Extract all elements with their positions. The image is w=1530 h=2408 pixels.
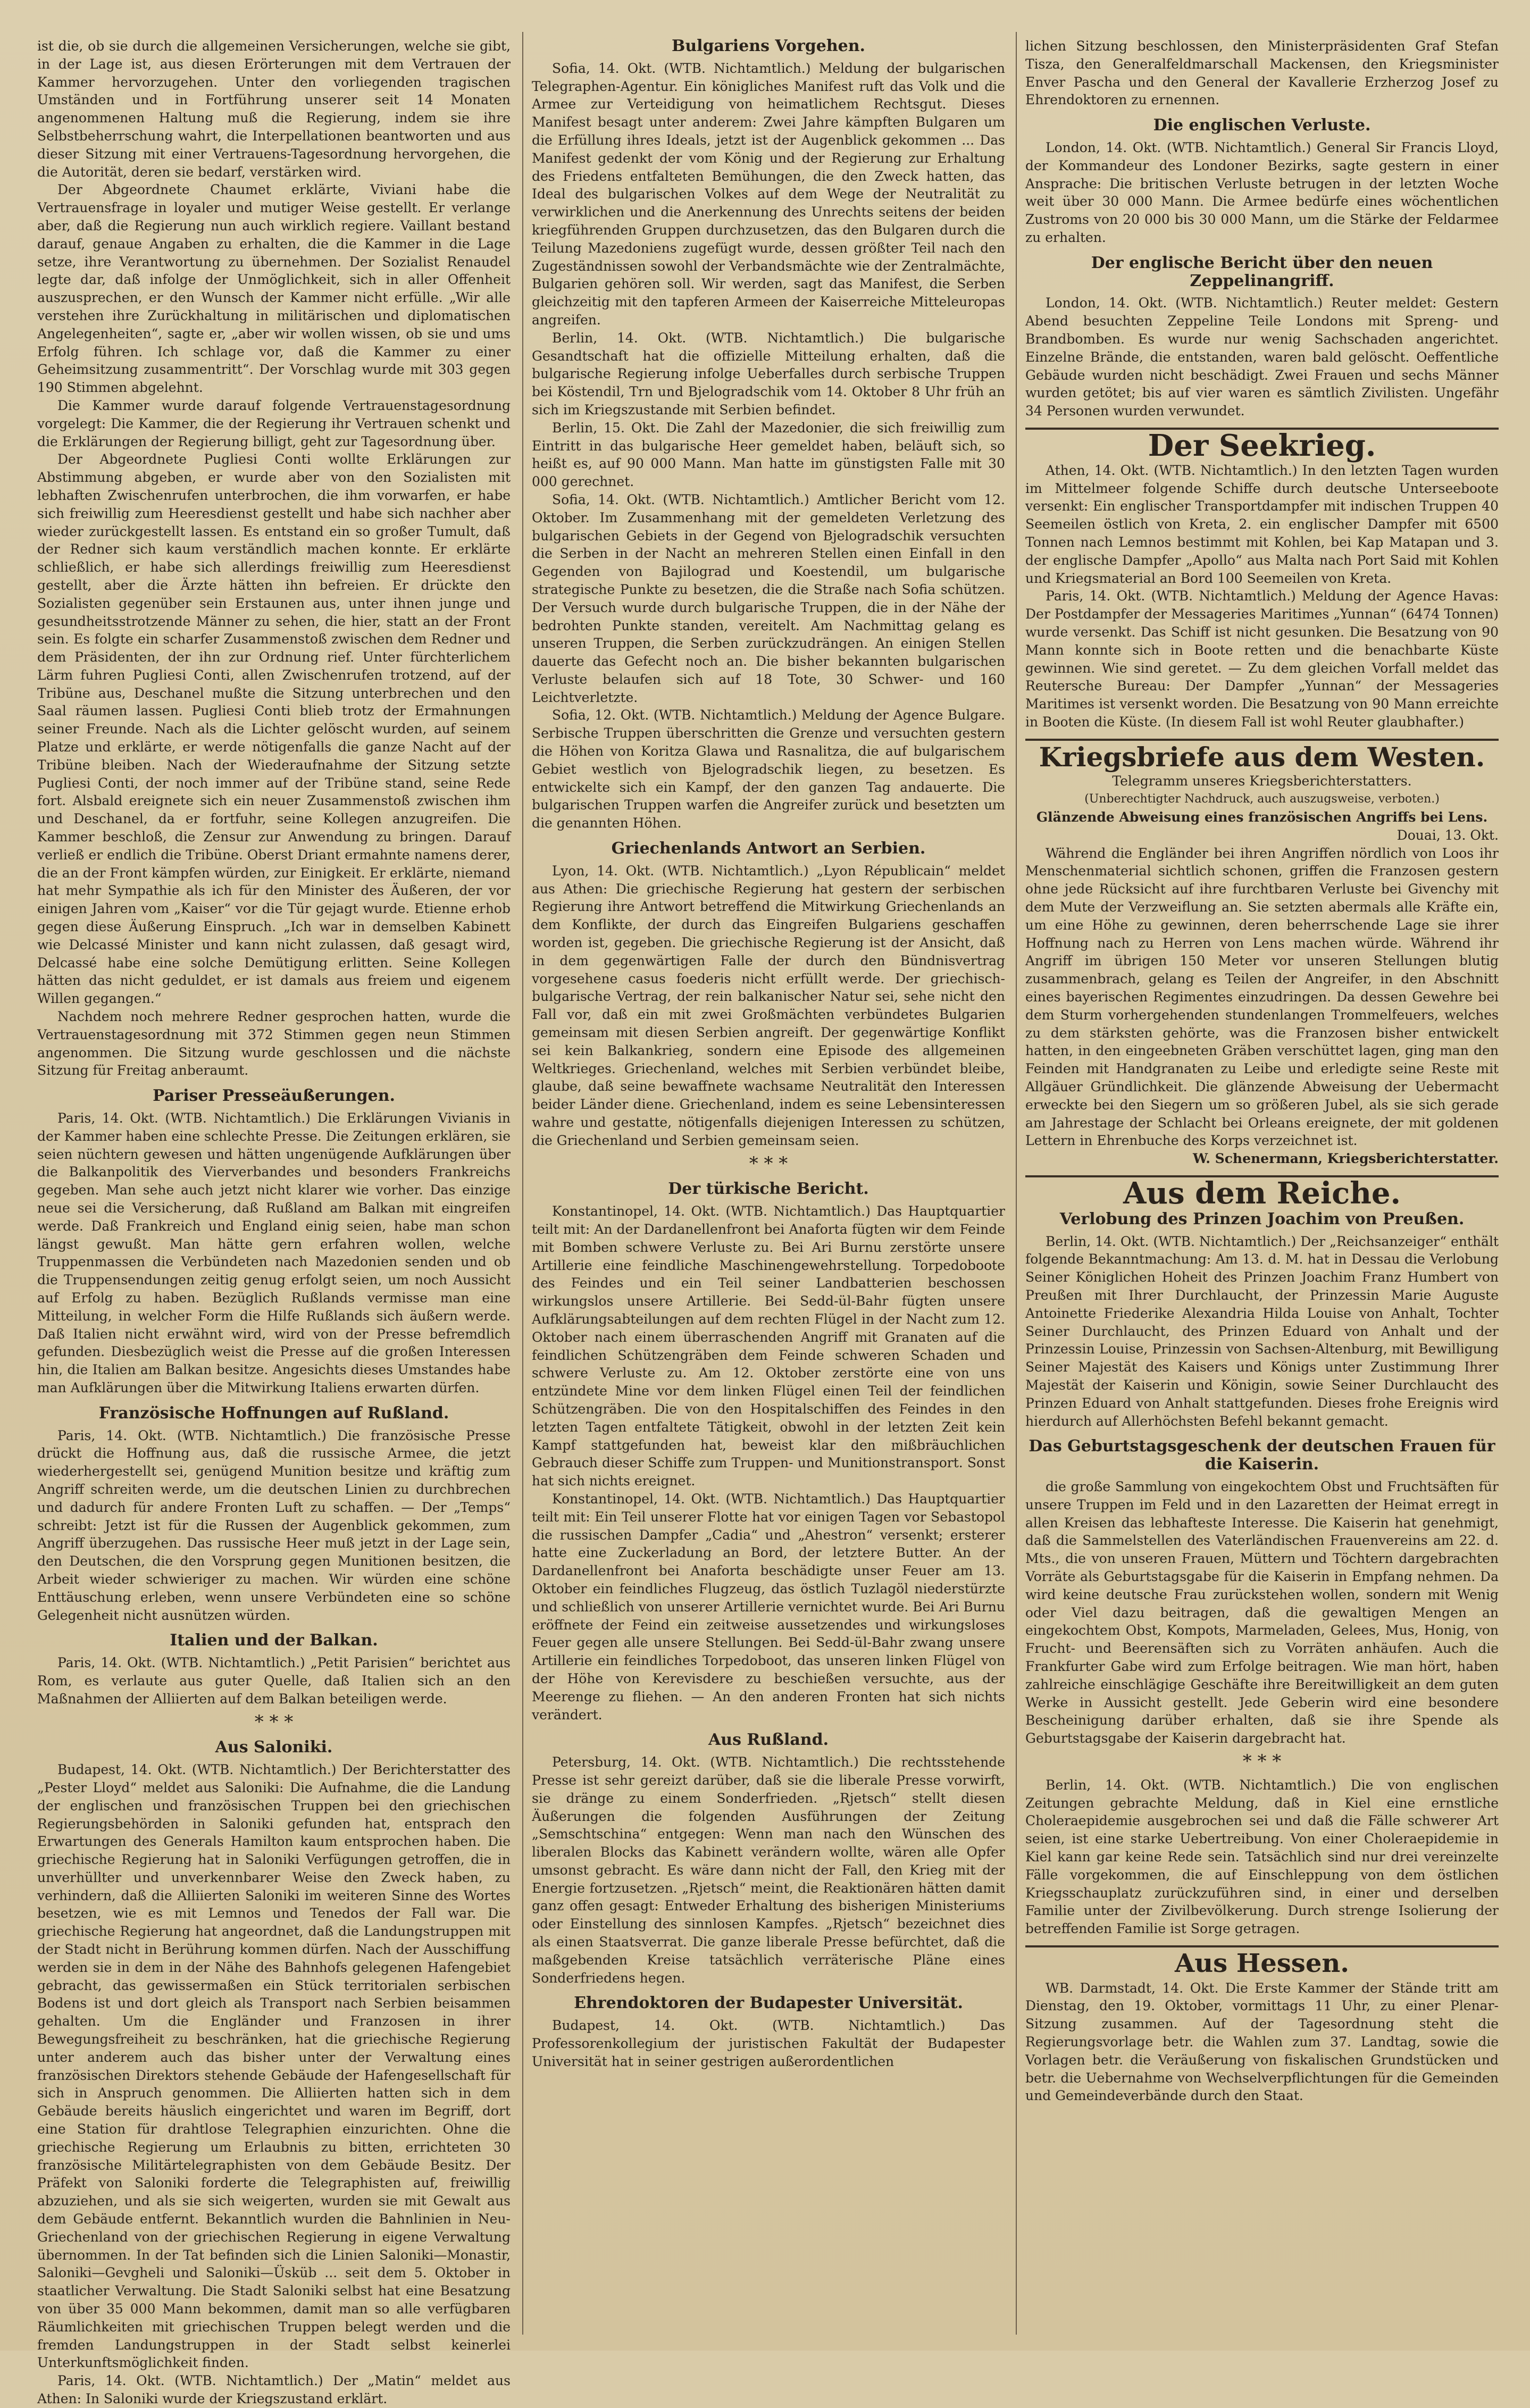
paragraph: Berlin, 14. Okt. (WTB. Nichtamtlich.) Der „Reichsanzeiger“ enthält folgende Bekanntmachung: Am 13. d. M. hat in Dessau die Verlobung Seiner Königlichen Hoheit des Prinzen Joachim Franz Humbert von Preußen mit Ihrer Durchlaucht, der Prinzessin Marie Auguste Antoinette Friederike Alexandria Hilda Louise von Anhalt, Tochter Seiner Durchlaucht, des Prinzen Eduard von Anhalt und der Prinzessin Louise, Prinzessin von Sachsen-Altenburg, mit Bewilligung Seiner Majestät des Kaisers und Königs unter Zustimmung Ihrer Majestät der Kaiserin und Königin, sowie Seiner Durchlaucht des Prinzen Eduard von Anhalt stattgefunden. Dieses frohe Ereignis wird hierdurch auf Allerhöchsten Befehl bekannt gemacht. [1025,1233,1499,1429]
section-heading: Ehrendoktoren der Budapester Universität. [574,1994,963,2013]
signature: W. Schenermann, Kriegsberichterstatter. [1193,1151,1499,1167]
paragraph: Berlin, 15. Okt. Die Zahl der Mazedonier, die sich freiwillig zum Eintritt in das bulgarische Heer gemeldet haben, beläuft sich, so heißt es, auf 90 000 Mann. Man hatte im günstigsten Falle mit 30 000 gerechnet. [532,420,1005,490]
section-heading: Das Geburtstagsgeschenk der deutschen Frauen für die Kaiserin. [1029,1437,1495,1474]
paragraph: Athen, 14. Okt. (WTB. Nichtamtlich.) In den letzten Tagen wurden im Mittelmeer folgende Schiffe durch deutsche Unterseeboote versenkt: Ein englischer Transportdampfer mit indischen Truppen 40 Seemeilen östlich von Kreta, 2. ein englischer Dampfer mit 6500 Tonnen nach Lemnos bestimmt mit Kohlen, bei Kap Matapan und 3. der englische Dampfer „Apollo“ aus Malta nach Port Said mit Kohlen und Kriegsmaterial an Bord 100 Seemeilen von Kreta. [1025,462,1499,586]
section-heading: Der türkische Bericht. [668,1180,869,1199]
column-1 [37,37,511,2406]
paragraph: Paris, 14. Okt. (WTB. Nichtamtlich.) „Petit Parisien“ berichtet aus Rom, es verlaute aus guter Quelle, daß Italien sich an den Maßnahmen der Alliierten auf dem Balkan beteiligen werde. [37,1655,511,1707]
paragraph: Paris, 14. Okt. (WTB. Nichtamtlich.) Der „Matin“ meldet aus Athen: In Saloniki wurde der Kriegszustand erklärt. [37,2373,511,2406]
divider [1025,1945,1499,1947]
subheading: Glänzende Abweisung eines französischen Angriffs bei Lens. [1036,809,1488,825]
paragraph: Nachdem noch mehrere Redner gesprochen hatten, wurde die Vertrauenstagesordnung mit 372 Stimmen gegen neun Stimmen angenommen. Die Sitzung wurde geschlossen und die nächste Sitzung für Freitag anberaumt. [37,1009,511,1078]
paragraph: ist die, ob sie durch die allgemeinen Versicherungen, welche sie gibt, in der Lage ist, aus diesen Erörterungen mit dem Vertrauen der Kammer hervorzugehen. Unter den vorliegenden tragischen Umständen und in Fortführung unserer seit 14 Monaten angenommenen Haltung muß die Regierung, indem sie ihre Selbstbeherrschung wahrt, die Interpellationen beantworten und aus dieser Sitzung mit einer Vertrauens-Tagesordnung hervorgehen, die die Autorität, deren sie bedarf, verstärken wird. [37,38,511,180]
section-heading: Französische Hoffnungen auf Rußland. [98,1403,449,1423]
section-heading: Der englische Bericht über den neuen Zeppelinangriff. [1091,253,1433,290]
separator-stars: * * * [749,1152,788,1174]
paragraph: Konstantinopel, 14. Okt. (WTB. Nichtamtlich.) Das Hauptquartier teilt mit: Ein Teil unserer Flotte hat vor einigen Tagen vor Sebastopol die russischen Dampfer „Cadia“ und „Ahestron“ versenkt; ersterer hatte eine Zuckerladung an Bord, der letztere Butter. An der Dardanellenfront bei Anaforta beschädigte unser Feuer am 13. Oktober ein feindliches Flugzeug, das östlich Tuzlagöl niederstürzte und schließlich von unserer Artillerie vernichtet wurde. Bei Ari Burnu eröffnete der Feind ein zeitweise aussetzendes und wirkungsloses Feuer gegen alle unsere Stellungen. Bei Sedd-ül-Bahr zwang unsere Artillerie ein feindliches Torpedoboot, das unseren linken Flügel von der Höhe von Kerevisdere zu beschießen versuchte, aus der Meerenge zu fliehen. — An den anderen Fronten hat sich nichts verändert. [532,1491,1005,1723]
paragraph: London, 14. Okt. (WTB. Nichtamtlich.) Reuter meldet: Gestern Abend besuchten Zeppeline Teile Londons mit Spreng- und Brandbomben. Es wurde nur wenig Sachschaden angerichtet. Einzelne Brände, die entstanden, waren bald gelöscht. Oeffentliche Gebäude wurden nicht beschädigt. Zwei Frauen und sechs Männer wurden getötet; bis auf vier waren es sämtlich Zivilisten. Ungefähr 34 Personen wurden verwundet. [1025,295,1499,419]
paragraph: Budapest, 14. Okt. (WTB. Nichtamtlich.) Der Berichterstatter des „Pester Lloyd“ meldet aus Saloniki: Die Aufnahme, die die Landung der englischen und französischen Truppen bei den griechischen Regierungsbehörden in Saloniki gefunden hat, entsprach den Erwartungen des Generals Hamilton kaum entsprochen haben. Die griechische Regierung hat in Saloniki Verfügungen getroffen, die in unverhüllter und unverkennbarer Weise den Zweck haben, zu verhindern, daß die Alliierten Saloniki im weiteren Sinne des Wortes besetzen, wie es mit Lemnos und Tenedos der Fall war. Die griechische Regierung hat angeordnet, daß die Landungstruppen mit der Stadt nicht in Berührung kommen dürfen. Nach der Ausschiffung werden sie in dem in der Nähe des Bahnhofs gelegenen Hafengebiet gebracht, das gewissermaßen ein Stück territorialen serbischen Bodens ist und dort gleich als Transport nach Serbien beisammen gehalten. Um die Engländer und Franzosen in ihrer Bewegungsfreiheit zu beschränken, hat die griechische Regierung unter anderem auch das bisher unter der Verwaltung eines französischen Direktors stehende Gebäude der Hafengesellschaft für sich in Anspruch genommen. Die Alliierten hatten sich in dem Gebäude bereits häuslich eingerichtet und waren im Begriff, dort eine Station für drahtlose Telegraphien einzurichten. Ohne die griechische Regierung um Erlaubnis zu bitten, errichteten 30 französische Militärtelegraphisten von dem Gebäude Besitz. Der Präfekt von Saloniki forderte die Telegraphisten auf, freiwillig abzuziehen, und als sie sich weigerten, wurden sie mit Gewalt aus dem Gebäude entfernt. Bekanntlich wurden die Bahnlinien in Neu-Griechenland von der griechischen Regierung in eigene Verwaltung übernommen. In der Tat befinden sich die Linien Saloniki—Monastir, Saloniki—Gevgheli und Saloniki—Üsküb ... seit dem 5. Oktober in staatlicher Verwaltung. Die Stadt Saloniki selbst hat eine Besatzung von über 35 000 Mann bekommen, damit man so alle verfügbaren Räumlichkeiten mit griechischen Truppen belegt werden und die fremden Landungstruppen in der Stadt selbst keinerlei Unterkunftsmöglichkeit finden. [37,1762,511,2371]
column-divider [522,32,523,2335]
paragraph: London, 14. Okt. (WTB. Nichtamtlich.) General Sir Francis Lloyd, der Kommandeur des Londoner Bezirks, sagte gestern in einer Ansprache: Die britischen Verluste betrugen in der letzten Woche weit über 30 000 Mann. Die Armee bedürfe eines wöchentlichen Zustroms von 20 000 bis 30 000 Mann, um die Stärke der Feldarmee zu erhalten. [1025,139,1499,245]
paragraph: Während die Engländer bei ihren Angriffen nördlich von Loos ihr Menschenmaterial sichtlich schonen, griffen die Franzosen gestern ohne jede Rücksicht auf ihre furchtbaren Verluste bei Givenchy mit dem Mute der Verzweiflung an. Sie setzten abermals alle Kräfte ein, um eine Höhe zu gewinnen, deren beherrschende Lage sie ihrer Hoffnung nach zu Herren von Lens machen würde. Während ihr Angriff im übrigen 150 Meter vor unseren Stellungen blutig zusammenbrach, gelang es Teilen der Angreifer, in den Abschnitt eines bayerischen Regimentes einzudringen. Da dessen Gewehre bei dem Sturm vorhergehenden stundenlangen Trommelfeuers, welches zu dem stärksten gehörte, was die Franzosen bisher entwickelt hatten, in den eingeebneten Gräben verschüttet lagen, ging man den Feinden mit Handgranaten zu Leibe und erledigte seine Reste mit Allgäuer Gründlichkeit. Die glänzende Abweisung der Uebermacht erweckte bei den Siegern um so größeren Jubel, als sie sich gerade am Jahrestage der Schlacht bei Orleans ereignete, der mit goldenen Lettern in Ehrenbuche des Korps verzeichnet ist. [1025,845,1499,1149]
paragraph: WB. Darmstadt, 14. Okt. Die Erste Kammer der Stände tritt am Dienstag, den 19. Oktober, vormittags 11 Uhr, zu einer Plenar-Sitzung zusammen. Auf der Tagesordnung steht die Regierungsvorlage betr. die Wahlen zum 37. Landtag, sowie die Vorlagen betr. die Veräußerung von fiskalischen Grundstücken und betr. die Uebernahme von Wechselverpflichtungen für die Gemeinden und Gemeindeverbände durch den Staat. [1025,1980,1499,2104]
section-heading: Pariser Presseäußerungen. [153,1086,395,1106]
section-heading: Bulgariens Vorgehen. [672,37,865,55]
paragraph: Paris, 14. Okt. (WTB. Nichtamtlich.) Meldung der Agence Havas: Der Postdampfer der Messageries Maritimes „Yunnan“ (6474 Tonnen) wurde versenkt. Das Schiff ist nicht gesunken. Die Besatzung von 90 Mann konnte sich in Boote retten und die benachbarte Küste gewinnen. Wie sind geretet. — Zu dem gleichen Vorfall meldet das Reutersche Bureau: Der Dampfer „Yunnan“ der Messageries Maritimes ist versenkt worden. Die Besatzung von 90 Mann erreichte in Booten die Küste. (In diesem Fall ist wohl Reuter glaubhafter.) [1025,588,1499,730]
separator-stars: * * * [1242,1750,1282,1772]
subheading: Telegramm unseres Kriegsberichterstatters. [1112,773,1412,789]
paragraph: Der Abgeordnete Pugliesi Conti wollte Erklärungen zur Abstimmung abgeben, er wurde aber von den Sozialisten mit lebhaften Zwischenrufen unterbrochen, die ihm vorwarfen, er habe sich freiwillig zum Heeresdienst gestellt und habe sich nachher aber wieder zurückgestellt lassen. Es entstand ein so großer Tumult, daß der Redner sich kaum verständlich machen konnte. Er erklärte schließlich, er habe sich allerdings freiwillig zum Heeresdienst gestellt, aber die Ärzte hätten ihn befreien. Er drückte den Sozialisten gegenüber sein Erstaunen aus, unter ihnen junge und gesundheitsstrotzende Männer zu sehen, die hier, statt an der Front sein. Es folgte ein scharfer Zusammenstoß zwischen dem Redner und dem Präsidenten, der ihn zur Ordnung rief. Unter fürchterlichem Lärm fuhren Pugliesi Conti, allen Zwischenrufen trotzend, auf der Tribüne aus, Deschanel mußte die Sitzung unterbrechen und den Saal räumen lassen. Pugliesi Conti blieb trotz der Ermahnungen seiner Freunde. Nach als die Lichter gelöscht wurden, auf seinem Platze und erklärte, er werde nötigenfalls die ganze Nacht auf der Tribüne bleiben. Nach der Wiederaufnahme der Sitzung setzte Pugliesi Conti, der noch immer auf der Tribüne stand, seine Rede fort. Alsbald ereignete sich ein neuer Zusammenstoß zwischen ihm und Deschanel, da er fortfuhr, seine Kollegen anzugreifen. Die Kammer beschloß, die Zensur zur Anwendung zu bringen. Darauf verließ er endlich die Tribüne. Oberst Driant ermahnte namens derer, die an der Front kämpfen würden, zur Einigkeit. Er erklärte, niemand hat mehr Sympathie als ich für den Minister des Äußeren, der vor einigen Jahren vom „Kaiser“ vor die Tür gejagt wurde. Etienne erhob gegen diese Äußerung Einspruch. „Ich war in demselben Kabinett wie Delcassé Minister und kann nicht zulassen, daß gesagt wird, Delcassé habe eine solche Demütigung erlitten. Seine Kollegen hätten das nicht geduldet, er ist damals aus freiem und eigenem Willen gegangen.“ [37,452,511,1007]
section-heading: Italien und der Balkan. [170,1631,378,1650]
divider [1025,739,1499,741]
paragraph: Sofia, 12. Okt. (WTB. Nichtamtlich.) Meldung der Agence Bulgare. Serbische Truppen überschritten die Grenze und versuchten gestern die Höhen von Koritza Glawa und Rasnalitza, die auf bulgarischem Gebiet westlich von Bjelogradschik liegen, zu besetzen. Es entwickelte sich ein Kampf, der den ganzen Tag andauerte. Die bulgarischen Truppen warfen die Angreifer zurück und besetzten um die genannten Höhen. [532,707,1005,831]
section-heading: Die englischen Verluste. [1153,116,1371,135]
section-heading: Verlobung des Prinzen Joachim von Preußen. [1059,1209,1465,1228]
paragraph: Konstantinopel, 14. Okt. (WTB. Nichtamtlich.) Das Hauptquartier teilt mit: An der Dardanellenfront bei Anaforta fügten wir dem Feinde mit Bomben schwere Verluste zu. Bei Ari Burnu zerstörte unsere Artillerie eine feindliche Maschinengewehrstellung. Torpedoboote des Feindes und ein Teil seiner Landbatterien beschossen wirkungslos unsere Artillerie. Bei Sedd-ül-Bahr fügten unsere Aufklärungsabteilungen auf dem rechten Flügel in der Nacht zum 12. Oktober nach einem überraschenden Angriff mit Granaten auf die feindlichen Schützengräben dem Feinde schweren Schaden und schwere Verluste zu. Am 12. Oktober zerstörte eine von uns entzündete Mine vor dem linken Flügel einen Teil der feindlichen Schützengräben. Die von den Hospitalschiffen des Feindes in den letzten Tagen entfaltete Tätigkeit, obwohl in der letzten Zeit kein Kampf stattgefunden hat, beweist klar den mißbräuchlichen Gebrauch dieser Schiffe zum Truppen- und Munitionstransport. Sonst hat sich nichts ereignet. [532,1203,1005,1489]
paragraph: Lyon, 14. Okt. (WTB. Nichtamtlich.) „Lyon Républicain“ meldet aus Athen: Die griechische Regierung hat gestern der serbischen Regierung ihre Antwort betreffend die Mitwirkung Griechenlands an dem Konflikte, der durch das Eingreifen Bulgariens geschaffen worden ist, gegeben. Die griechische Regierung ist der Ansicht, daß in dem gegenwärtigen Falle der durch den Bündnisvertrag vorgesehene casus foederis nicht erfüllt werde. Der griechisch-bulgarische Vertrag, der rein balkanischer Natur sei, sehe nicht den Fall vor, daß ein mit zwei Großmächten verbündetes Bulgarien gemeinsam mit diesen Serbien angreift. Der gegenwärtige Konflikt sei kein Balkankrieg, sondern eine Episode des allgemeinen Weltkrieges. Griechenland, welches mit Serbien verbündet bleibe, glaube, daß seine bewaffnete wachsame Neutralität den Interessen beider Länder diene. Griechenland, indem es seine Lebensinteressen wahre und gestatte, nötigenfalls diejenigen Interessen zu schützen, die Griechenland und Serbien gemeinsam seien. [532,863,1005,1148]
paragraph: die große Sammlung von eingekochtem Obst und Fruchtsäften für unsere Truppen im Feld und in den Lazaretten der Heimat erregt in allen Kreisen das lebhafteste Interesse. Die Kaiserin hat genehmigt, daß die Sammelstellen des Vaterländischen Frauenvereins am 22. d. Mts., die von unseren Frauen, Müttern und Töchtern dargebrachten Vorräte als Geburtstagsgabe für die Kaiserin in Empfang nehmen. Da wird keine deutsche Frau zurückstehen wollen, sondern mit Wenig oder Viel dazu beitragen, daß die gewaltigen Mengen an eingekochtem Obst, Kompots, Marmeladen, Gelees, Mus, Honig, von Frucht- und Beerensäften sich zu Vorräten anhäufen. Auch die Frankfurter Gabe wird zum Erfolge beitragen. Wie man hört, haben zahlreiche einschlägige Geschäfte ihre Bereitwilligkeit an dem guten Werke in Aussicht gestellt. Jede Geberin wird eine besondere Bescheinigung darüber erhalten, daß sie ihre Spende als Geburtstagsgabe der Kaiserin dargebracht hat. [1025,1478,1499,1746]
paragraph: Die Kammer wurde darauf folgende Vertrauenstagesordnung vorgelegt: Die Kammer, die der Regierung ihr Vertrauen schenkt und die Erklärungen der Regierung billigt, geht zur Tagesordnung über. [37,397,511,449]
paragraph: Budapest, 14. Okt. (WTB. Nichtamtlich.) Das Professorenkollegium der juristischen Fakultät der Budapester Universität hat in seiner gestrigen außerordentlichen [532,2018,1005,2069]
paragraph: Berlin, 14. Okt. (WTB. Nichtamtlich.) Die von englischen Zeitungen gebrachte Meldung, daß in Kiel eine ernstliche Choleraepidemie ausgebrochen sei und daß die Fälle schwerer Art seien, ist eine starke Uebertreibung. Von einer Choleraepidemie in Kiel kann gar keine Rede sein. Tatsächlich sind nur drei vereinzelte Fälle vorgekommen, die auf Einschleppung von dem östlichen Kriegsschauplatz zurückzuführen sind, in einer und derselben Familie unter der Zivilbevölkerung. Durch strenge Isolierung der betreffenden Familie ist Sorge getragen. [1025,1777,1499,1937]
section-heading: Aus Rußland. [708,1730,829,1750]
dateline: Douai, 13. Okt. [1397,827,1499,843]
column-2 [532,37,1005,2329]
column-divider [1016,32,1017,2335]
paragraph: Petersburg, 14. Okt. (WTB. Nichtamtlich.) Die rechtsstehende Presse ist sehr gereizt darüber, daß sie die liberale Presse vorwirft, sie dränge zu einem Sonderfrieden. „Rjetsch“ stellt diesen Äußerungen die folgenden Ausführungen der Zeitung „Semschtschina“ entgegen: Wenn man nach den Wünschen des liberalen Blocks das Kabinett verändern wollte, wären alle Opfer umsonst gebracht. Es wäre dann nicht der Fall, den Krieg mit der Energie fortzusetzen. „Rjetsch“ meint, die Reaktionären hätten damit ganz offen gesagt: Entweder Erhaltung des bisherigen Ministeriums oder Einstellung des sinnlosen Kampfes. „Rjetsch“ bezeichnet dies als einen Staatsverrat. Die ganze liberale Presse befürchtet, daß die maßgebenden Kreise tatsächlich verräterische Pläne eines Sonderfriedens hegen. [532,1754,1005,1986]
paragraph: Paris, 14. Okt. (WTB. Nichtamtlich.) Die Erklärungen Vivianis in der Kammer haben eine schlechte Presse. Die Zeitungen erklären, sie seien nüchtern gewesen und hätten ungenügende Aufklärungen über die Balkanpolitik des Vierverbandes und besonders Frankreichs gegeben. Man sehe auch jetzt nicht klarer wie vorher. Das einzige neue sei die Versicherung, daß Rußland am Balkan mit eingreifen werde. Daß Frankreich und England einig seien, habe man schon längst gewußt. Man hätte gern erfahren wollen, welche Truppenmassen die Verbündeten nach Mazedonien senden und ob die Truppensendungen zeitig genug erfolgt seien, um noch Aussicht auf Erfolg zu haben. Bezüglich Rußlands vermisse man eine Mitteilung, in welcher Form die Hilfe Rußlands sich äußern werde. Daß Italien nicht erwähnt wird, wird von der Presse befremdlich gefunden. Diesbezüglich weist die Presse auf die großen Interessen hin, die Italien am Balkan besitze. Angesichts dieses Umstandes habe man Aufklärungen über die Mitwirkung Italiens erwarten dürfen. [37,1110,511,1395]
major-heading: Der Seekrieg. [1148,428,1376,463]
paragraph: Paris, 14. Okt. (WTB. Nichtamtlich.) Die französische Presse drückt die Hoffnung aus, daß die russische Armee, die jetzt wiederhergestellt sei, genügend Munition besitze und kräftig zum Angriff schreiten werde, um die deutschen Linien zu durchbrechen und dadurch für andere Fronten Luft zu schaffen. — Der „Temps“ schreibt: Jetzt ist für die Russen der Augenblick gekommen, zum Angriff überzugehen. Das russische Heer muß jetzt in der Lage sein, den Deutschen, die den Vorsprung gegen Munitionen besitzen, die Arbeit wieder schwieriger zu machen. Wir würden eine schöne Enttäuschung erleben, wenn unsere Verbündeten eine so schöne Gelegenheit nicht ausnützen würden. [37,1427,511,1623]
separator-stars: * * * [254,1711,294,1733]
paragraph: Berlin, 14. Okt. (WTB. Nichtamtlich.) Die bulgarische Gesandtschaft hat die offizielle Mitteilung erhalten, daß die bulgarische Regierung infolge Ueberfalles durch serbische Truppen bei Köstendil, Trn und Bjelogradschik vom 14. Oktober 8 Uhr früh an sich im Kriegszustande mit Serbien befindet. [532,330,1005,417]
paragraph: Der Abgeordnete Chaumet erklärte, Viviani habe die Vertrauensfrage in loyaler und mutiger Weise gestellt. Er verlange aber, daß die Regierung nun auch wirklich regiere. Vaillant bestand darauf, genaue Angaben zu erhalten, die die Kammer in die Lage setze, ihre Verantwortung zu übernehmen. Der Sozialist Renaudel legte dar, daß infolge der Unmöglichkeit, sich in aller Offenheit auszusprechen, er den Wunsch der Kammer nicht erfülle. „Wir alle verstehen ihre Zurückhaltung in militärischen und diplomatischen Angelegenheiten“, sagte er, „aber wir wollen wissen, ob sie und ums Erfolg führen. Ich schlage vor, daß die Kammer zu einer Geheimsitzung zusammentritt“. Der Vorschlag wurde mit 303 gegen 190 Stimmen abgelehnt. [37,182,511,396]
column-3 [1025,37,1499,2329]
subheading: (Unberechtigter Nachdruck, auch auszugsweise, verboten.) [1084,792,1440,806]
paragraph: lichen Sitzung beschlossen, den Ministerpräsidenten Graf Stefan Tisza, den Generalfeldmarschall Mackensen, den Kriegsminister Enver Pascha und den General der Kavallerie Erzherzog Josef zu Ehrendoktoren zu ernennen. [1025,38,1499,108]
section-heading: Griechenlands Antwort an Serbien. [611,839,926,858]
major-heading: Kriegsbriefe aus dem Westen. [1039,741,1485,773]
major-heading: Aus dem Reiche. [1123,1176,1401,1211]
major-heading: Aus Hessen. [1175,1948,1349,1978]
paragraph: Sofia, 14. Okt. (WTB. Nichtamtlich.) Meldung der bulgarischen Telegraphen-Agentur. Ein königliches Manifest ruft das Volk und die Armee zur Verteidigung von heimatlichem Rechtsgut. Dieses Manifest besagt unter anderem: Zwei Jahre kämpften Bulgaren um die Erfüllung ihres Ideals, jetzt ist der Augenblick gekommen ... Das Manifest gedenkt der vom König und der Regierung zur Erhaltung des Friedens entfalteten Bemühungen, die den Zweck hatten, das Ideal des bulgarischen Volkes auf dem Wege der Neutralität zu verwirklichen und die Anerkennung des Unrechts seitens der beiden kriegführenden Gruppen durchzusetzen, das den Bulgaren durch die Teilung Mazedoniens zugefügt wurde, dessen größter Teil nach den Zugeständnissen sowohl der Verbandsmächte wie der Zentralmächte, Bulgarien gehören soll. Wir werden, sagt das Manifest, die Serben gleichzeitig mit den tapferen Armeen der Kaiserreiche Mitteleuropas angreifen. [532,60,1005,328]
paragraph: Sofia, 14. Okt. (WTB. Nichtamtlich.) Amtlicher Bericht vom 12. Oktober. Im Zusammenhang mit der gemeldeten Verletzung des bulgarischen Gebiets in der Gegend von Bjelogradschik versuchten die Serben in der Nacht an mehreren Stellen einen Einfall in den Gegenden von Bajilograd und Koestendil, um bulgarische strategische Punkte zu besetzen, die die Straße nach Sofia schützen. Der Versuch wurde durch bulgarische Truppen, die in der Nähe der bedrohten Punkte standen, vereitelt. Am Nachmittag gelang es unseren Truppen, die Serben zurückzudrängen. An einigen Stellen dauerte das Gefecht noch an. Die bisher bekannten bulgarischen Verluste belaufen sich auf 18 Tote, 30 Schwer- und 160 Leichtverletzte. [532,491,1005,705]
section-heading: Aus Saloniki. [215,1738,333,1757]
